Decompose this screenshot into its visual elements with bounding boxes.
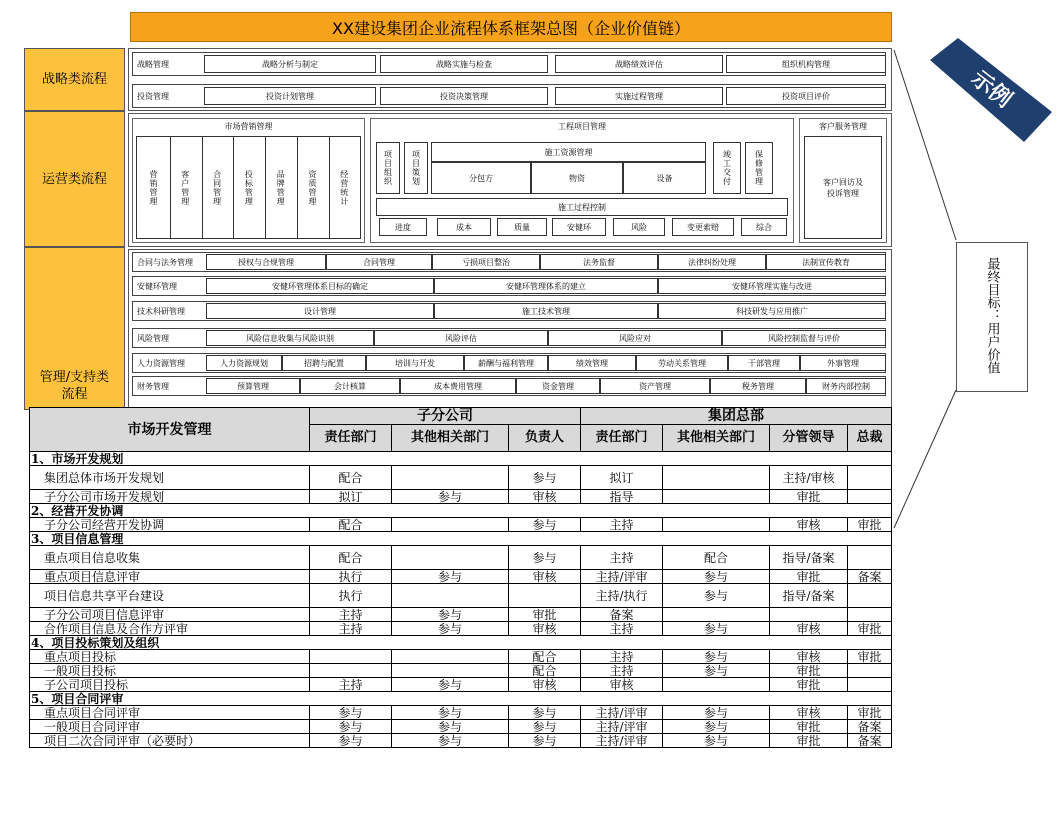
- engineering-left-box: [376, 142, 400, 194]
- management-item-box: [206, 355, 282, 371]
- table-row: [30, 650, 892, 664]
- row-cell: [392, 466, 509, 490]
- engineering-right-label: 保修管理: [754, 150, 764, 186]
- management-row-label: 合同与法务管理: [137, 257, 193, 267]
- row-cell: 指导/备案: [770, 584, 848, 608]
- management-item-box: [206, 303, 434, 319]
- row-cell: [848, 466, 892, 490]
- resource-item-box: [431, 162, 531, 194]
- market-item: [138, 137, 169, 238]
- process-item-box: [437, 218, 491, 236]
- management-item-label: 干部管理: [748, 358, 780, 368]
- row-cell: 审批: [770, 678, 848, 692]
- management-row-label: 风险管理: [137, 333, 169, 343]
- framework-title: XX建设集团企业流程体系框架总图（企业价值链）: [130, 12, 892, 42]
- row-label: 合作项目信息及合作方评审: [30, 622, 310, 636]
- row-cell: 审批: [848, 706, 892, 720]
- management-item-box: [548, 330, 722, 346]
- strategy-item-label: 战略实施与检查: [436, 59, 492, 69]
- resource-item-label: 物资: [569, 173, 585, 183]
- management-item-label: 法务监督: [583, 257, 615, 267]
- row-cell: 审批: [770, 664, 848, 678]
- row-cell: [848, 664, 892, 678]
- row-cell: [770, 608, 848, 622]
- management-item-box: [206, 278, 434, 294]
- management-row-label: 财务管理: [137, 381, 169, 391]
- management-item-label: 施工技术管理: [522, 306, 570, 316]
- strategy-item-box: [555, 87, 723, 105]
- customer-service-title: 客户服务管理: [819, 122, 867, 131]
- market-item-label: 经营统计: [339, 169, 349, 206]
- management-item-box: [300, 378, 400, 394]
- table-row: [30, 734, 892, 748]
- resource-item-box: [531, 162, 623, 194]
- management-item-box: [658, 278, 886, 294]
- row-cell: 审核: [770, 706, 848, 720]
- table-section-row: [30, 452, 892, 466]
- process-item-box: [613, 218, 665, 236]
- strategy-item-box: [380, 55, 548, 73]
- row-cell: 参与: [509, 706, 581, 720]
- column-header: 责任部门: [310, 425, 392, 452]
- table-section-row: [30, 532, 892, 546]
- row-cell: [663, 466, 770, 490]
- row-cell: 审批: [509, 608, 581, 622]
- management-item-box: [206, 254, 326, 270]
- management-item-box: [374, 330, 548, 346]
- row-cell: 参与: [509, 734, 581, 748]
- row-cell: 主持: [310, 678, 392, 692]
- market-item: [202, 137, 233, 238]
- strategy-item-label: 组织机构管理: [782, 59, 830, 69]
- row-cell: 参与: [392, 678, 509, 692]
- row-cell: 审批: [848, 622, 892, 636]
- row-cell: 配合: [310, 546, 392, 570]
- section-title: 3、项目信息管理: [30, 532, 892, 546]
- process-item-box: [379, 218, 427, 236]
- row-cell: [663, 490, 770, 504]
- table-row: [30, 720, 892, 734]
- table-section-row: [30, 692, 892, 706]
- resource-management-label: 施工资源管理: [544, 147, 593, 157]
- management-item-box: [800, 355, 886, 371]
- row-cell: [848, 584, 892, 608]
- management-item-box: [206, 378, 300, 394]
- row-cell: 主持: [581, 664, 663, 678]
- management-item-label: 成本费用管理: [434, 381, 482, 391]
- management-item-label: 会计核算: [334, 381, 366, 391]
- table-row: [30, 584, 892, 608]
- management-item-label: 招聘与配置: [304, 358, 344, 368]
- management-item-box: [636, 355, 728, 371]
- row-cell: 参与: [663, 584, 770, 608]
- engineering-right-label: 竣工交付: [722, 150, 732, 186]
- row-cell: 配合: [663, 546, 770, 570]
- strategy-item-box: [380, 87, 548, 105]
- management-item-label: 资产管理: [639, 381, 671, 391]
- row-cell: [310, 650, 392, 664]
- row-cell: 主持: [581, 650, 663, 664]
- row-cell: 配合: [509, 664, 581, 678]
- row-cell: 执行: [310, 584, 392, 608]
- row-cell: 主持: [581, 518, 663, 532]
- process-item-label: 进度: [395, 222, 411, 232]
- management-item-box: [282, 355, 366, 371]
- management-item-box: [728, 355, 800, 371]
- badge-text: 示例: [966, 66, 1017, 114]
- strategy-item-label: 投资决策管理: [440, 91, 488, 101]
- table-row: [30, 608, 892, 622]
- row-cell: 参与: [663, 664, 770, 678]
- row-cell: 主持: [581, 546, 663, 570]
- table-section-row: [30, 504, 892, 518]
- row-cell: 参与: [392, 622, 509, 636]
- row-cell: 审核: [509, 622, 581, 636]
- row-cell: 主持/评审: [581, 734, 663, 748]
- management-item-box: [432, 254, 540, 270]
- row-label: 项目信息共享平台建设: [30, 584, 310, 608]
- process-item-box: [552, 218, 606, 236]
- market-item: [329, 137, 360, 238]
- row-cell: 审批: [848, 650, 892, 664]
- row-cell: 指导: [581, 490, 663, 504]
- row-cell: 审批: [848, 518, 892, 532]
- engineering-left-label: 项目组织: [383, 150, 393, 186]
- management-item-label: 授权与合规管理: [238, 257, 294, 267]
- management-item-label: 外事管理: [827, 358, 859, 368]
- row-cell: 参与: [509, 546, 581, 570]
- resource-item-label: 分包方: [469, 173, 493, 183]
- row-cell: 参与: [310, 706, 392, 720]
- row-cell: [509, 584, 581, 608]
- process-item-label: 综合: [756, 222, 772, 232]
- row-cell: 审核: [509, 570, 581, 584]
- row-cell: 参与: [663, 622, 770, 636]
- management-item-box: [464, 355, 548, 371]
- management-item-label: 安健环管理实施与改进: [732, 281, 812, 291]
- market-item-label: 资质管理: [308, 169, 317, 206]
- engineering-left-label: 项目策划: [411, 150, 421, 186]
- row-cell: 参与: [509, 466, 581, 490]
- management-item-box: [658, 303, 886, 319]
- engineering-title: 工程项目管理: [558, 122, 606, 131]
- row-label: 重点项目信息收集: [30, 546, 310, 570]
- management-item-label: 薪酬与福利管理: [478, 358, 534, 368]
- row-cell: 拟订: [310, 490, 392, 504]
- row-cell: 参与: [392, 608, 509, 622]
- management-item-label: 财务内部控制: [822, 381, 870, 391]
- strategy-item-box: [555, 55, 723, 73]
- column-header: 分管领导: [770, 425, 848, 452]
- row-label: 一般项目投标: [30, 664, 310, 678]
- management-item-label: 税务管理: [742, 381, 774, 391]
- row-cell: 参与: [663, 570, 770, 584]
- strategy-item-label: 投资项目评价: [782, 91, 830, 101]
- row-cell: 主持/评审: [581, 720, 663, 734]
- category-strategy-label: 战略类流程: [41, 72, 107, 87]
- engineering-left-box: [404, 142, 428, 194]
- row-cell: [848, 608, 892, 622]
- final-goal-box: [956, 242, 1028, 392]
- market-item: [265, 137, 296, 238]
- management-item-label: 安健环管理体系的建立: [506, 281, 586, 291]
- row-label: 集团总体市场开发规划: [30, 466, 310, 490]
- table-row: [30, 466, 892, 490]
- resource-item-box: [623, 162, 706, 194]
- row-cell: 审核: [509, 678, 581, 692]
- process-control-label: 施工过程控制: [558, 202, 606, 212]
- row-cell: 参与: [663, 720, 770, 734]
- process-item-label: 风险: [631, 222, 647, 232]
- management-item-label: 科技研发与应用推广: [736, 306, 808, 316]
- row-label: 重点项目信息评审: [30, 570, 310, 584]
- management-item-label: 人力资源规划: [220, 358, 268, 368]
- table-row: [30, 678, 892, 692]
- table-row: [30, 570, 892, 584]
- strategy-row-label: 投资管理: [137, 91, 169, 101]
- row-cell: 主持: [581, 622, 663, 636]
- table-row: [30, 518, 892, 532]
- row-cell: 指导/备案: [770, 546, 848, 570]
- row-cell: 备案: [848, 734, 892, 748]
- management-item-box: [548, 355, 636, 371]
- row-cell: [663, 518, 770, 532]
- responsibility-matrix: [29, 407, 892, 748]
- strategy-item-label: 投资计划管理: [266, 91, 314, 101]
- row-cell: [848, 678, 892, 692]
- row-cell: 参与: [392, 720, 509, 734]
- row-cell: 配合: [310, 518, 392, 532]
- management-item-box: [434, 278, 658, 294]
- category-management: [24, 247, 125, 410]
- row-cell: 审批: [770, 570, 848, 584]
- row-cell: [310, 664, 392, 678]
- row-cell: 拟订: [581, 466, 663, 490]
- row-cell: 审核: [770, 650, 848, 664]
- goal-connector-lines: [880, 50, 960, 530]
- table-row: [30, 664, 892, 678]
- section-title: 1、市场开发规划: [30, 452, 892, 466]
- row-cell: [392, 650, 509, 664]
- row-cell: 参与: [663, 650, 770, 664]
- row-cell: [663, 678, 770, 692]
- column-header: 责任部门: [581, 425, 663, 452]
- section-title: 5、项目合同评审: [30, 692, 892, 706]
- row-cell: 主持/评审: [581, 570, 663, 584]
- management-item-label: 设计管理: [304, 306, 336, 316]
- row-cell: 审批: [770, 490, 848, 504]
- row-cell: [392, 664, 509, 678]
- management-item-label: 安健环管理体系目标的确定: [272, 281, 368, 291]
- row-cell: 参与: [392, 570, 509, 584]
- row-cell: 参与: [392, 490, 509, 504]
- row-label: 子分公司经营开发协调: [30, 518, 310, 532]
- process-item-label: 质量: [514, 222, 530, 232]
- table-row: [30, 706, 892, 720]
- management-item-label: 风险信息收集与风险识别: [246, 333, 334, 343]
- row-cell: 备案: [581, 608, 663, 622]
- management-item-box: [400, 378, 516, 394]
- management-row-label: 技术科研管理: [137, 306, 185, 316]
- row-cell: 参与: [509, 518, 581, 532]
- process-item-label: 安健环: [567, 222, 591, 232]
- management-item-box: [766, 254, 886, 270]
- management-item-label: 亏损项目整治: [462, 257, 510, 267]
- market-item-label: 营销管理: [149, 169, 158, 206]
- final-goal-label: 最终目标：用户价值: [984, 257, 1000, 374]
- row-cell: [663, 608, 770, 622]
- management-item-box: [434, 303, 658, 319]
- table-corner-header: 市场开发管理: [30, 408, 310, 452]
- management-item-label: 法制宣传教育: [802, 257, 850, 267]
- management-item-box: [540, 254, 658, 270]
- row-cell: 审核: [770, 518, 848, 532]
- row-cell: 备案: [848, 720, 892, 734]
- management-item-label: 预算管理: [237, 381, 269, 391]
- management-row-label: 安健环管理: [137, 281, 177, 291]
- group-header-subsidiary: 子分公司: [310, 408, 581, 425]
- management-item-box: [206, 330, 374, 346]
- engineering-right-box: [713, 142, 741, 194]
- management-item-box: [516, 378, 600, 394]
- row-cell: 审批: [770, 734, 848, 748]
- management-item-box: [806, 378, 886, 394]
- management-item-label: 风险控制监督与评价: [768, 333, 840, 343]
- management-item-box: [600, 378, 710, 394]
- row-cell: 审批: [770, 720, 848, 734]
- management-item-label: 风险应对: [619, 333, 651, 343]
- management-item-label: 绩效管理: [576, 358, 608, 368]
- strategy-item-label: 实施过程管理: [615, 91, 663, 101]
- row-cell: 配合: [509, 650, 581, 664]
- market-item-label: 投标管理: [244, 169, 254, 206]
- strategy-item-box: [204, 87, 376, 105]
- row-cell: [392, 546, 509, 570]
- row-cell: 参与: [310, 734, 392, 748]
- market-item-label: 合同管理: [212, 169, 222, 206]
- management-item-label: 风险评估: [445, 333, 477, 343]
- management-item-label: 合同管理: [363, 257, 395, 267]
- management-item-box: [326, 254, 432, 270]
- category-strategy: [24, 48, 125, 111]
- customer-visit-label: 客户回访及投诉管理: [823, 177, 863, 198]
- column-header: 总裁: [848, 425, 892, 452]
- process-item-box: [672, 218, 734, 236]
- row-label: 子分公司项目信息评审: [30, 608, 310, 622]
- resource-item-label: 设备: [656, 173, 673, 183]
- row-cell: [392, 584, 509, 608]
- table-row: [30, 622, 892, 636]
- management-item-box: [710, 378, 806, 394]
- row-cell: [848, 490, 892, 504]
- management-item-label: 资金管理: [542, 381, 574, 391]
- process-item-box: [741, 218, 787, 236]
- market-item-label: 客户管理: [180, 169, 190, 206]
- management-item-box: [722, 330, 886, 346]
- market-item-label: 品牌管理: [276, 169, 286, 206]
- process-item-label: 变更索赔: [687, 222, 719, 232]
- row-cell: 配合: [310, 466, 392, 490]
- management-item-box: [366, 355, 464, 371]
- market-item: [170, 137, 201, 238]
- row-cell: [392, 518, 509, 532]
- strategy-item-box: [726, 55, 886, 73]
- customer-visit-box: [804, 136, 882, 239]
- strategy-item-label: 战略分析与制定: [262, 59, 318, 69]
- table-section-row: [30, 636, 892, 650]
- row-cell: 审核: [581, 678, 663, 692]
- row-cell: 主持/执行: [581, 584, 663, 608]
- strategy-item-box: [204, 55, 376, 73]
- market-item: [233, 137, 264, 238]
- process-control-box: [376, 198, 788, 216]
- management-row-label: 人力资源管理: [137, 358, 185, 368]
- row-cell: 主持: [310, 608, 392, 622]
- table-row: [30, 546, 892, 570]
- table-row: [30, 490, 892, 504]
- process-item-label: 成本: [456, 222, 472, 232]
- category-operation-label: 运营类流程: [41, 171, 107, 187]
- row-label: 子分公司市场开发规划: [30, 490, 310, 504]
- category-management-label: 管理/支持类流程: [39, 370, 110, 402]
- management-item-label: 法律纠纷处理: [688, 257, 736, 267]
- row-label: 重点项目投标: [30, 650, 310, 664]
- row-label: 重点项目合同评审: [30, 706, 310, 720]
- row-cell: 执行: [310, 570, 392, 584]
- management-item-box: [658, 254, 766, 270]
- strategy-item-box: [726, 87, 886, 105]
- row-label: 项目二次合同评审（必要时）: [30, 734, 310, 748]
- row-cell: 参与: [392, 706, 509, 720]
- management-item-label: 培训与开发: [395, 358, 435, 368]
- engineering-right-box: [745, 142, 773, 194]
- market-management-title: 市场营销管理: [224, 122, 273, 131]
- row-cell: 审核: [509, 490, 581, 504]
- section-title: 2、经营开发协调: [30, 504, 892, 518]
- row-cell: 主持/评审: [581, 706, 663, 720]
- process-item-box: [497, 218, 547, 236]
- section-title: 4、项目投标策划及组织: [30, 636, 892, 650]
- column-header: 其他相关部门: [392, 425, 509, 452]
- row-cell: 参与: [310, 720, 392, 734]
- row-cell: 参与: [509, 720, 581, 734]
- row-label: 一般项目合同评审: [30, 720, 310, 734]
- strategy-row-label: 战略管理: [137, 59, 169, 69]
- market-item: [297, 137, 328, 238]
- row-cell: 备案: [848, 570, 892, 584]
- column-header: 负责人: [509, 425, 581, 452]
- column-header: 其他相关部门: [663, 425, 770, 452]
- category-operation: [24, 111, 125, 247]
- row-cell: 审核: [770, 622, 848, 636]
- row-label: 子公司项目投标: [30, 678, 310, 692]
- group-header-headquarters: 集团总部: [581, 408, 892, 425]
- row-cell: 参与: [663, 706, 770, 720]
- resource-management-box: [431, 142, 706, 162]
- row-cell: [848, 546, 892, 570]
- row-cell: 参与: [663, 734, 770, 748]
- row-cell: 主持/审核: [770, 466, 848, 490]
- management-item-label: 劳动关系管理: [658, 358, 706, 368]
- row-cell: 主持: [310, 622, 392, 636]
- strategy-item-label: 战略绩效评估: [615, 59, 663, 69]
- row-cell: 参与: [392, 734, 509, 748]
